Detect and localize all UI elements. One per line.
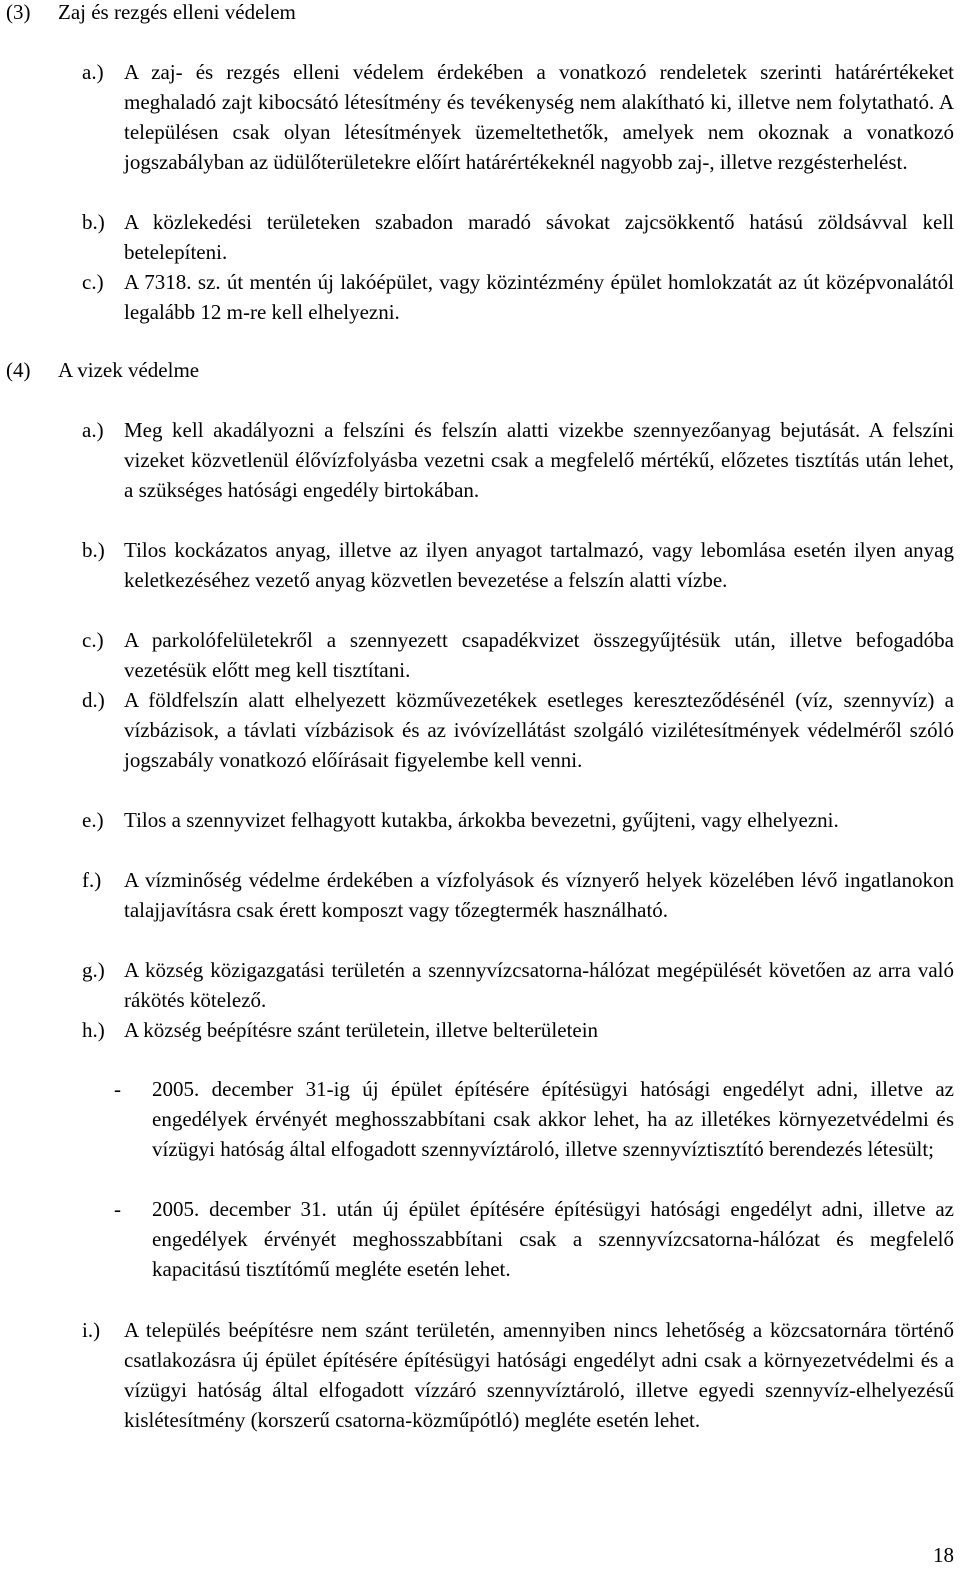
item-text: A település beépítésre nem szánt területén, amennyiben nincs lehetőség a közcsatornára történő csatlakozásra új épület építésére építésügyi hatósági engedélyt adni csak a környezetvédelmi és a vízügyi hatóság által elfogadott vízzáró szennyvíztároló, illetve egyedi szennyvíz-elhelyezésű kislétesítmény (korszerű csatorna-közműpótló) megléte esetén lehet. [124, 1318, 954, 1432]
section-heading [6, 355, 199, 385]
list-item [82, 1015, 954, 1045]
item-marker: a.) [82, 418, 104, 442]
list-item [82, 955, 954, 1015]
list-item [82, 207, 954, 267]
sub-list-item [104, 1194, 954, 1284]
item-marker: c.) [82, 270, 104, 294]
list-item [82, 625, 954, 685]
dash-marker: - [114, 1077, 121, 1101]
section-number: (3) [6, 0, 31, 24]
item-marker: b.) [82, 210, 105, 234]
item-marker: b.) [82, 538, 105, 562]
sub-item-text: 2005. december 31. után új épület építésére építésügyi hatósági engedélyt adni, illetve az engedélyek érvényét meghosszabbítani csak a szennyvízcsatorna-hálózat és megfelelő kapacitású tisztítómű megléte esetén lehet. [152, 1197, 954, 1281]
list-item [82, 535, 954, 595]
list-item [82, 805, 954, 835]
item-text: A község beépítésre szánt területein, illetve belterületein [124, 1018, 599, 1042]
section-heading [6, 0, 296, 27]
list-item [82, 685, 954, 775]
item-marker: a.) [82, 60, 104, 84]
item-marker: e.) [82, 808, 104, 832]
item-text: A zaj- és rezgés elleni védelem érdekében a vonatkozó rendeletek szerinti határértékeket meghaladó zajt kibocsátó létesítmény és tevékenység nem alakítható ki, illetve nem folytatható. A településen csak olyan létesítmények üzemeltethetők, amelyek nem okoznak a vonatkozó jogszabályban az üdülőterületekre előírt határértékeknél nagyobb zaj-, illetve rezgésterhelést. [124, 60, 954, 174]
item-marker: i.) [82, 1318, 101, 1342]
item-marker: f.) [82, 868, 102, 892]
item-marker: d.) [82, 688, 105, 712]
item-marker: c.) [82, 628, 104, 652]
section-title: Zaj és rezgés elleni védelem [58, 0, 296, 24]
item-marker: g.) [82, 958, 105, 982]
item-text: A közlekedési területeken szabadon maradó sávokat zajcsökkentő hatású zöldsávval kell betelepíteni. [124, 210, 954, 264]
list-item [82, 415, 954, 505]
item-text: A földfelszín alatt elhelyezett közművezetékek esetleges kereszteződésénél (víz, szennyvíz) a vízbázisok, a távlati vízbázisok és az ivóvízellátást szolgáló vizilétesítmények védelméről szóló jogszabály vonatkozó előírásait figyelembe kell venni. [124, 688, 954, 772]
item-text: A község közigazgatási területén a szennyvízcsatorna-hálózat megépülését követően az arra való rákötés kötelező. [124, 958, 954, 1012]
dash-marker: - [114, 1197, 121, 1221]
list-item [82, 267, 954, 327]
section-title: A vizek védelme [58, 358, 200, 382]
sub-item-text: 2005. december 31-ig új épület építésére építésügyi hatósági engedélyt adni, illetve az engedélyek érvényét meghosszabbítani csak akkor lehet, ha az illetékes környezetvédelmi és vízügyi hatóság által elfogadott szennyvíztároló, illetve szennyvíztisztító berendezés létesült; [152, 1077, 954, 1161]
item-text: A 7318. sz. út mentén új lakóépület, vagy közintézmény épület homlokzatát az út középvonalától legalább 12 m-re kell elhelyezni. [124, 270, 954, 324]
list-item [82, 1315, 954, 1435]
item-text: Tilos kockázatos anyag, illetve az ilyen anyagot tartalmazó, vagy lebomlása esetén ilyen anyag keletkezéséhez vezető anyag közvetlen bevezetése a felszín alatti vízbe. [124, 538, 954, 592]
list-item [82, 57, 954, 177]
item-text: A parkolófelületekről a szennyezett csapadékvizet összegyűjtésük után, illetve befogadóba vezetésük előtt meg kell tisztítani. [124, 628, 954, 682]
item-text: A vízminőség védelme érdekében a vízfolyások és víznyerő helyek közelében lévő ingatlanokon talajjavításra csak érett komposzt vagy tőzegtermék használható. [124, 868, 954, 922]
page-number: 18 [933, 1543, 954, 1567]
list-item [82, 865, 954, 925]
item-text: Meg kell akadályozni a felszíni és felszín alatti vizekbe szennyezőanyag bejutását. A felszíni vizeket közvetlenül élővízfolyásba vezetni csak a megfelelő mértékű, előzetes tisztítás után lehet, a szükséges hatósági engedély birtokában. [124, 418, 954, 502]
section-number: (4) [6, 358, 31, 382]
sub-list-item [104, 1074, 954, 1164]
item-text: Tilos a szennyvizet felhagyott kutakba, árkokba bevezetni, gyűjteni, vagy elhelyezni. [124, 808, 839, 832]
item-marker: h.) [82, 1018, 105, 1042]
